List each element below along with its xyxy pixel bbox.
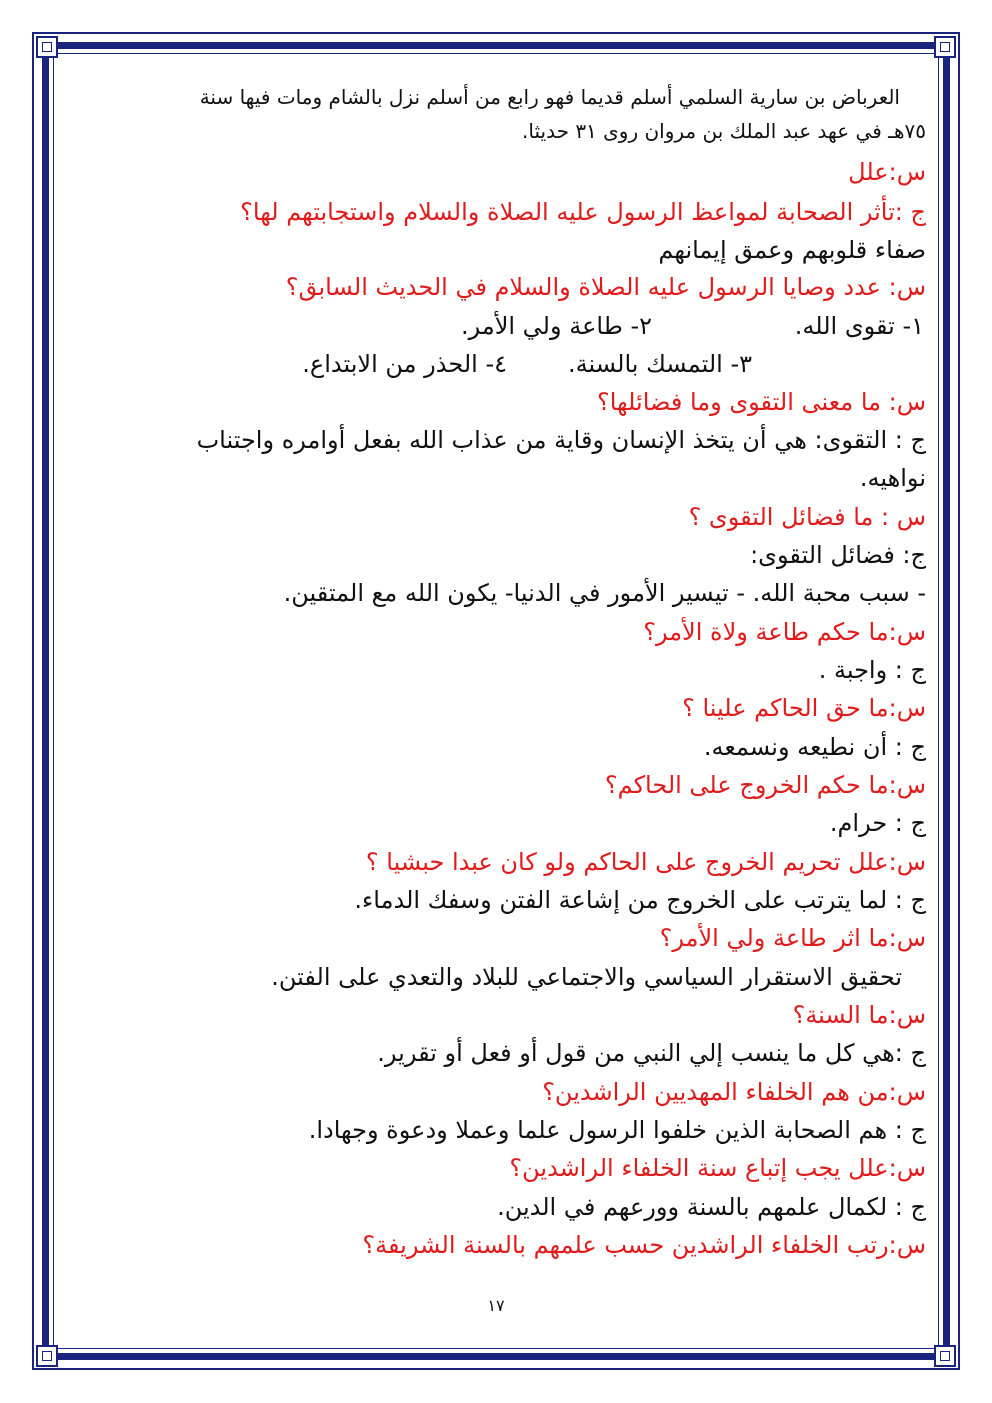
answer-line: ج: فضائل التقوى: <box>750 541 926 569</box>
question-line: س:من هم الخلفاء المهديين الراشدين؟ <box>542 1078 926 1106</box>
answer-line: نواهيه. <box>859 464 926 492</box>
question-line: ج :تأثر الصحابة لمواعظ الرسول عليه الصلاة والسلام واستجابتهم لها؟ <box>240 198 926 226</box>
wasaya-item-4: ٤- الحذر من الابتداع. <box>302 350 507 378</box>
question-line: س:علل يجب إتباع سنة الخلفاء الراشدين؟ <box>509 1154 926 1182</box>
answer-line: صفاء قلوبهم وعمق إيمانهم <box>658 236 926 264</box>
page-number: ١٧ <box>487 1296 505 1315</box>
question-line: س:علل <box>848 158 926 186</box>
answer-line: ج : حرام. <box>829 809 926 837</box>
question-line: س:رتب الخلفاء الراشدين حسب علمهم بالسنة الشريفة؟ <box>362 1231 926 1259</box>
wasaya-item-3: ٣- التمسك بالسنة. <box>568 350 752 378</box>
question-line: س : ما فضائل التقوى ؟ <box>688 503 926 531</box>
question-line: س:علل تحريم الخروج على الحاكم ولو كان عبدا حبشيا ؟ <box>365 848 926 876</box>
answer-line: ج : التقوى: هي أن يتخذ الإنسان وقاية من عذاب الله بفعل أوامره واجتناب <box>196 426 926 454</box>
answer-line: ج : واجبة . <box>818 656 926 684</box>
question-line: س:ما السنة؟ <box>792 1001 926 1029</box>
answer-line: ج :هي كل ما ينسب إلي النبي من قول أو فعل أو تقرير. <box>377 1039 926 1067</box>
wasaya-item-1: ١- تقوى الله. <box>794 312 924 340</box>
intro-line-2: ٧٥هـ في عهد عبد الملك بن مروان روى ٣١ حديثا. <box>522 119 926 143</box>
question-line: س:ما اثر طاعة ولي الأمر؟ <box>659 924 926 952</box>
answer-line: - سبب محبة الله. - تيسير الأمور في الدنيا- يكون الله مع المتقين. <box>283 579 926 607</box>
answer-line: تحقيق الاستقرار السياسي والاجتماعي للبلاد والتعدي على الفتن. <box>271 963 902 991</box>
wasaya-item-2: ٢- طاعة ولي الأمر. <box>460 312 652 340</box>
question-line: س: ما معنى التقوى وما فضائلها؟ <box>596 388 926 416</box>
answer-line: ج : لكمال علمهم بالسنة وورعهم في الدين. <box>497 1193 926 1221</box>
question-line: س:ما حكم الخروج على الحاكم؟ <box>604 771 926 799</box>
question-line: س:ما حكم طاعة ولاة الأمر؟ <box>643 618 926 646</box>
question-line: س:ما حق الحاكم علينا ؟ <box>682 694 926 722</box>
answer-line: ج : هم الصحابة الذين خلفوا الرسول علما وعملا ودعوة وجهادا. <box>308 1116 926 1144</box>
answer-line: ج : أن نطيعه ونسمعه. <box>703 733 926 761</box>
answer-line: ج : لما يترتب على الخروج من إشاعة الفتن وسفك الدماء. <box>354 886 926 914</box>
question-line: س: عدد وصايا الرسول عليه الصلاة والسلام في الحديث السابق؟ <box>285 273 926 301</box>
intro-line-1: العرباض بن سارية السلمي أسلم قديما فهو رابع من أسلم نزل بالشام ومات فيها سنة <box>199 85 900 109</box>
